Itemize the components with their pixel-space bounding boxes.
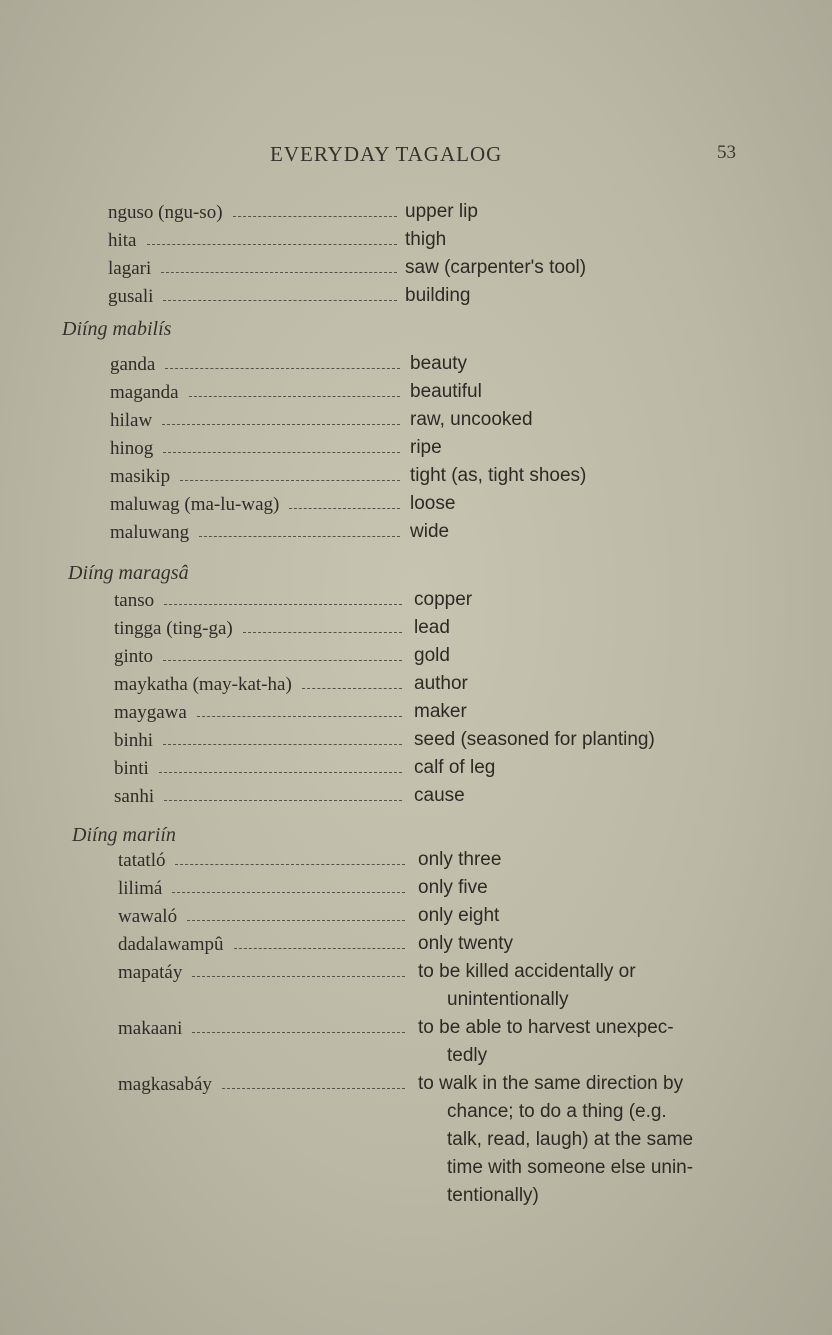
dotted-leader [233,216,397,217]
entry-term: makaani [118,1018,183,1039]
definition-line: beauty [410,353,468,374]
entry-definition [410,518,449,546]
entry-term: ganda [110,354,156,375]
dotted-leader [163,300,397,301]
definition-continuation: tedly [447,1045,488,1066]
dotted-leader [172,892,405,893]
section-heading: Diíng maragsâ [68,562,189,584]
dotted-leader [175,864,405,865]
entry-term: tatatló [118,850,166,871]
definition-line: beautiful [410,381,482,402]
entry-definition [418,846,501,874]
definition-continuation: unintentionally [447,989,569,1010]
definition-line: only twenty [418,933,514,954]
entry-definition [418,1014,674,1070]
entry-definition [405,282,471,310]
entry-definition [405,254,586,282]
definition-line: calf of leg [414,757,496,778]
entry-term: lagari [108,258,152,279]
dotted-leader [161,272,397,273]
entry-definition [405,226,446,254]
dotted-leader [192,1032,405,1033]
definition-line: raw, uncooked [410,409,533,430]
entry-definition [410,434,442,462]
entry-definition [414,726,655,754]
entry-term: gusali [108,286,154,307]
entry-term: hinog [110,438,154,459]
entry-term: tanso [114,590,155,611]
definition-line: saw (carpenter's tool) [405,257,587,278]
definition-line: cause [414,785,465,806]
entry-definition [414,754,495,782]
dotted-leader [192,976,405,977]
definition-continuation: talk, read, laugh) at the same [447,1129,694,1150]
entry-term: magkasabáy [118,1074,212,1095]
entry-definition [418,902,499,930]
definition-line: author [414,673,468,694]
dotted-leader [222,1088,405,1089]
dotted-leader [162,424,400,425]
entry-term: lilimá [118,878,163,899]
definition-line: maker [414,701,467,722]
entry-term: wawaló [118,906,178,927]
dotted-leader [197,716,402,717]
definition-line: gold [414,645,450,666]
dotted-leader [199,536,400,537]
definition-line: wide [410,521,450,542]
definition-continuation: tentionally) [447,1185,539,1206]
dotted-leader [163,452,400,453]
entry-term: hita [108,230,137,251]
entry-definition [418,930,513,958]
running-header: EVERYDAY TAGALOG [270,142,503,166]
dotted-leader [180,480,400,481]
dotted-leader [187,920,405,921]
entry-definition [414,782,465,810]
definition-line: building [405,285,471,306]
section-heading: Diíng mabilís [62,318,172,340]
dotted-leader [165,368,400,369]
entry-term: maygawa [114,702,187,723]
entry-term: sanhi [114,786,155,807]
entry-term: dadalawampû [118,934,224,955]
definition-line: only eight [418,905,500,926]
entry-term: tingga (ting-ga) [114,618,233,639]
entry-term: binhi [114,730,154,751]
entry-definition [414,698,467,726]
definition-line: to be able to harvest unexpec- [418,1017,674,1038]
definition-line: copper [414,589,473,610]
entry-definition [410,350,467,378]
definition-line: lead [414,617,450,638]
definition-line: only three [418,849,502,870]
definition-line: thigh [405,229,447,250]
dotted-leader [189,396,400,397]
entry-definition [410,462,586,490]
definition-line: upper lip [405,201,478,222]
entry-term: masikip [110,466,171,487]
entry-definition [414,670,468,698]
definition-line: seed (seasoned for planting) [414,729,655,750]
definition-continuation: chance; to do a thing (e.g. [447,1101,667,1122]
definition-line: only five [418,877,488,898]
dotted-leader [243,632,402,633]
definition-line: tight (as, tight shoes) [410,465,587,486]
entry-definition [405,198,478,226]
entry-definition [410,406,533,434]
entry-term: maykatha (may-kat-ha) [114,674,292,695]
page-number: 53 [717,142,736,163]
dotted-leader [164,604,402,605]
dotted-leader [289,508,400,509]
entry-term: maganda [110,382,179,403]
entry-definition [418,874,488,902]
entry-term: maluwang [110,522,190,543]
entry-term: ginto [114,646,154,667]
section-heading: Diíng mariín [72,824,176,846]
dotted-leader [163,660,402,661]
entry-term: mapatáy [118,962,183,983]
entry-term: binti [114,758,149,779]
dotted-leader [164,800,402,801]
dotted-leader [163,744,402,745]
dotted-leader [302,688,402,689]
entry-term: nguso (ngu-so) [108,202,223,223]
entry-definition [418,958,636,1014]
dotted-leader [159,772,402,773]
definition-line: to be killed accidentally or [418,961,636,982]
dotted-leader [234,948,405,949]
entry-definition [414,586,472,614]
entry-definition [414,642,450,670]
definition-line: ripe [410,437,442,458]
entry-definition [410,490,455,518]
entry-term: hilaw [110,410,153,431]
entry-definition [410,378,482,406]
entry-term: maluwag (ma-lu-wag) [110,494,280,515]
definition-continuation: time with someone else unin- [447,1157,694,1178]
dotted-leader [147,244,397,245]
definition-line: loose [410,493,456,514]
entry-definition [414,614,450,642]
entry-definition [418,1070,693,1210]
definition-line: to walk in the same direction by [418,1073,684,1094]
